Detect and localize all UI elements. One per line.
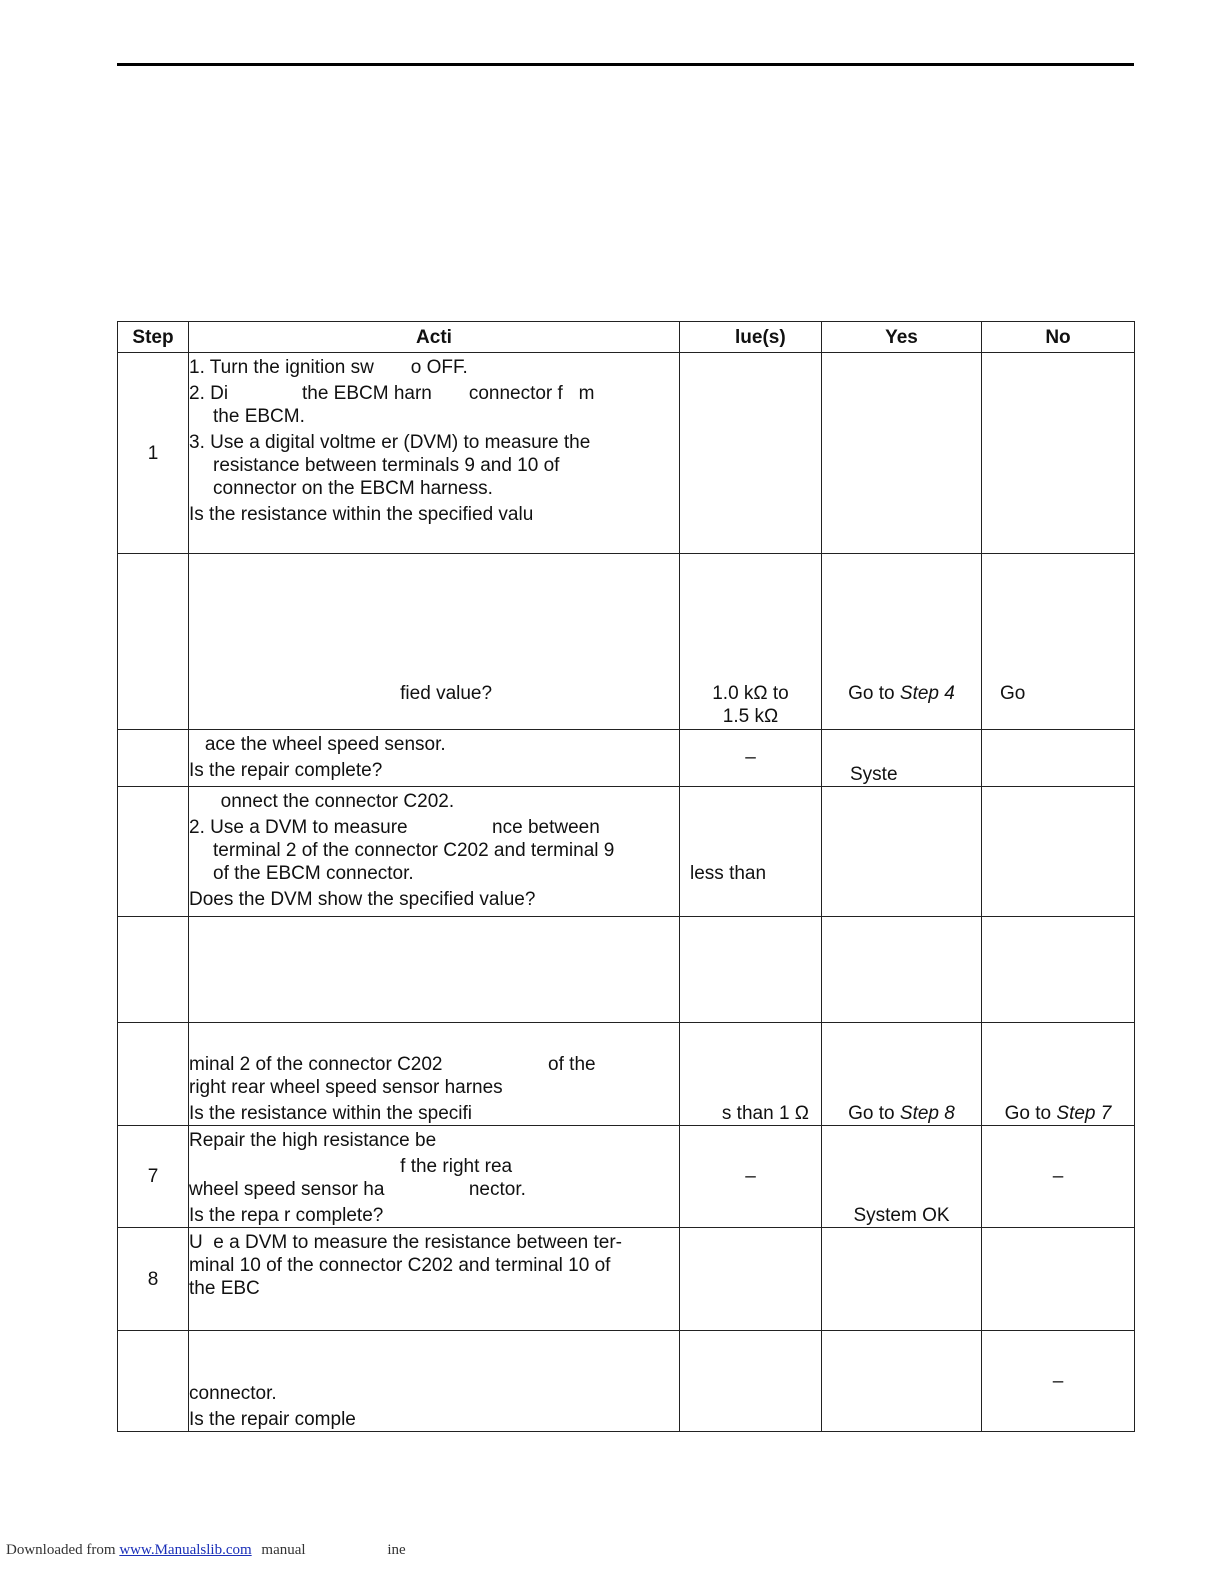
table-row [118, 917, 1135, 1023]
action-question: Is the repa r complete? [189, 1205, 384, 1226]
action-question: Is the repair complete? [189, 760, 383, 781]
value-cell [680, 1331, 822, 1432]
no-goto-text: Go to [1004, 1103, 1057, 1124]
no-cell [982, 917, 1135, 1023]
no-cell [982, 730, 1135, 787]
value-cell [680, 1228, 822, 1331]
footer-word: manual [261, 1542, 306, 1558]
no-step-link[interactable]: Step 7 [1056, 1103, 1112, 1124]
action-question: Does the DVM show the specified value? [189, 889, 536, 910]
step-number [118, 730, 189, 787]
action-question: Is the resistance within the specifi [189, 1103, 473, 1124]
yes-cell [822, 917, 982, 1023]
table-row [118, 1126, 1135, 1228]
value-line: 1.0 kΩ to [712, 683, 789, 704]
action-line: right rear wheel speed sensor harnes [189, 1077, 503, 1098]
action-cell [189, 787, 680, 917]
action-line: minal 2 of the connector C202 of the [189, 1054, 596, 1075]
value-cell [680, 554, 822, 730]
value-text: s than 1 Ω [721, 1103, 809, 1124]
yes-cell [822, 1023, 982, 1126]
no-cell [982, 1228, 1135, 1331]
action-question: fied value? [189, 683, 493, 704]
step-number [118, 1023, 189, 1126]
action-line: connector. [189, 1383, 277, 1404]
action-line: of the EBCM connector. [213, 863, 414, 884]
step-number: 8 [118, 1228, 189, 1331]
download-footer [6, 1542, 406, 1559]
table-row [118, 730, 1135, 787]
yes-cell: System OK [822, 1126, 982, 1228]
yes-goto-text: Go to [848, 1103, 900, 1124]
yes-cell [822, 353, 982, 554]
value-cell [680, 917, 822, 1023]
yes-cell [822, 554, 982, 730]
table-row [118, 1023, 1135, 1126]
action-line: 3. Use a digital voltme er (DVM) to measure the [189, 432, 591, 453]
action-cell [189, 1126, 680, 1228]
value-cell: – [680, 730, 822, 787]
action-cell [189, 554, 680, 730]
no-cell [982, 1023, 1135, 1126]
yes-cell: Syste [822, 730, 982, 787]
action-cell [189, 730, 680, 787]
yes-cell [822, 787, 982, 917]
table-row [118, 787, 1135, 917]
yes-step-link[interactable]: Step 8 [899, 1103, 955, 1124]
footer-word: ine [387, 1542, 406, 1558]
action-question: Is the resistance within the specified valu [189, 504, 534, 525]
step-number: 7 [118, 1126, 189, 1228]
step-number [118, 787, 189, 917]
step-number: 1 [118, 353, 189, 554]
action-cell [189, 917, 680, 1023]
step-number [118, 1331, 189, 1432]
header-action: Acti [189, 322, 680, 353]
value-cell [680, 353, 822, 554]
diagnostic-table [117, 321, 1135, 1432]
manualslib-link[interactable]: www.Manualslib.com [119, 1542, 252, 1558]
action-line: f the right rea [189, 1156, 513, 1177]
no-goto-text: Go [1000, 683, 1026, 704]
action-line: 2. Di the EBCM harn connector f m [189, 383, 595, 404]
header-rule [117, 63, 1134, 66]
action-line: resistance between terminals 9 and 10 of [213, 455, 560, 476]
header-yes: Yes [822, 322, 982, 353]
header-no: No [982, 322, 1135, 353]
action-line: terminal 2 of the connector C202 and terminal 9 [213, 840, 615, 861]
header-step: Step [118, 322, 189, 353]
action-cell [189, 1228, 680, 1331]
value-line: 1.5 kΩ [722, 706, 779, 727]
step-number [118, 917, 189, 1023]
action-line: 2. Use a DVM to measure nce between [189, 817, 600, 838]
table-header-row [118, 322, 1135, 353]
table-row [118, 554, 1135, 730]
yes-step-link[interactable]: Step 4 [899, 683, 955, 704]
no-cell [982, 787, 1135, 917]
table-row [118, 1228, 1135, 1331]
footer-prefix: Downloaded from [6, 1542, 116, 1558]
action-line: Repair the high resistance be [189, 1130, 437, 1151]
action-cell [189, 353, 680, 554]
action-line: 1. Turn the ignition sw o OFF. [189, 357, 468, 378]
no-cell: – [982, 1126, 1135, 1228]
action-line: wheel speed sensor ha nector. [189, 1179, 526, 1200]
no-cell [982, 353, 1135, 554]
table-row [118, 1331, 1135, 1432]
action-line: minal 10 of the connector C202 and terminal 10 of [189, 1255, 611, 1276]
value-cell [680, 1023, 822, 1126]
value-cell: – [680, 1126, 822, 1228]
action-line: the EBCM. [213, 406, 305, 427]
action-question: Is the repair comple [189, 1409, 356, 1430]
action-cell [189, 1023, 680, 1126]
step-number [118, 554, 189, 730]
yes-goto-text: Go to [848, 683, 900, 704]
yes-cell [822, 1228, 982, 1331]
table-row [118, 353, 1135, 554]
no-cell [982, 554, 1135, 730]
action-line: connector on the EBCM harness. [213, 478, 493, 499]
header-value: lue(s) [680, 322, 822, 353]
action-cell [189, 1331, 680, 1432]
no-cell: – [982, 1331, 1135, 1432]
yes-cell [822, 1331, 982, 1432]
action-line: onnect the connector C202. [189, 791, 455, 812]
action-line: the EBC [189, 1278, 260, 1299]
action-line: U e a DVM to measure the resistance between ter- [189, 1232, 622, 1253]
action-line: ace the wheel speed sensor. [189, 734, 446, 755]
value-cell: less than [680, 787, 822, 917]
